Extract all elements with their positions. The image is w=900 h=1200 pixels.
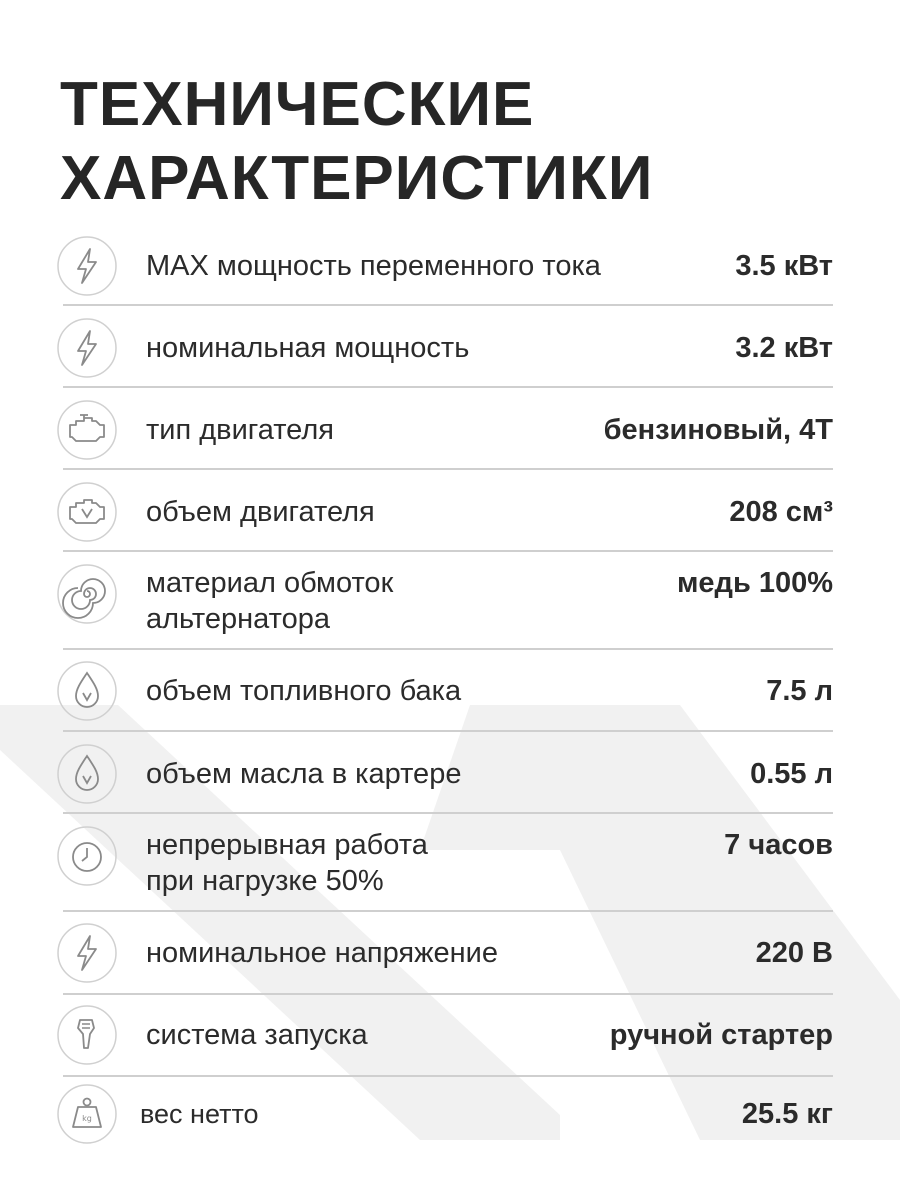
divider bbox=[63, 550, 833, 552]
lightning-icon bbox=[56, 922, 118, 984]
divider bbox=[63, 468, 833, 470]
title-line-1: ТЕХНИЧЕСКИЕ bbox=[60, 70, 535, 139]
spec-value: медь 100% bbox=[676, 567, 833, 599]
spec-value: 208 см³ bbox=[729, 496, 833, 528]
engine-volume-icon bbox=[56, 481, 118, 543]
spec-label: система запуска bbox=[146, 1019, 368, 1051]
divider bbox=[63, 910, 833, 912]
title-line-2: ХАРАКТЕРИСТИКИ bbox=[60, 144, 654, 213]
divider bbox=[63, 993, 833, 995]
lightning-icon bbox=[56, 235, 118, 297]
svg-text:kg: kg bbox=[82, 1114, 92, 1123]
spec-label-line-2: альтернатора bbox=[146, 603, 330, 635]
spec-label: MAX мощность переменного тока bbox=[146, 250, 601, 282]
fuel-drop-icon bbox=[56, 660, 118, 722]
spec-value: бензиновый, 4T bbox=[603, 414, 833, 446]
divider bbox=[63, 648, 833, 650]
divider bbox=[63, 386, 833, 388]
oil-drop-icon bbox=[56, 743, 118, 805]
spec-value: 25.5 кг bbox=[741, 1098, 833, 1130]
spec-label: объем топливного бака bbox=[146, 675, 462, 707]
spec-value: 220 В bbox=[755, 937, 833, 969]
spec-label: объем масла в картере bbox=[146, 758, 462, 790]
spec-label: вес нетто bbox=[140, 1099, 259, 1129]
spec-label: номинальная мощность bbox=[146, 332, 470, 364]
coil-icon bbox=[56, 563, 118, 625]
spec-label-line-1: материал обмоток bbox=[146, 567, 394, 599]
spec-value: 7 часов bbox=[724, 829, 833, 861]
divider bbox=[63, 304, 833, 306]
spec-value: 3.5 кВт bbox=[735, 250, 833, 282]
engine-icon bbox=[56, 399, 118, 461]
divider bbox=[63, 1075, 833, 1077]
spec-label: номинальное напряжение bbox=[146, 937, 499, 969]
divider bbox=[63, 812, 833, 814]
weight-icon bbox=[56, 1083, 118, 1145]
lightning-icon bbox=[56, 317, 118, 379]
divider bbox=[63, 730, 833, 732]
clock-icon bbox=[56, 825, 118, 887]
hand-start-icon bbox=[56, 1004, 118, 1066]
spec-value: ручной стартер bbox=[609, 1019, 833, 1051]
spec-label-line-1: непрерывная работа bbox=[146, 829, 428, 861]
spec-label: объем двигателя bbox=[146, 496, 375, 528]
spec-label: тип двигателя bbox=[146, 414, 334, 446]
spec-label-line-2: при нагрузке 50% bbox=[146, 865, 384, 897]
spec-value: 0.55 л bbox=[750, 758, 833, 790]
spec-value: 3.2 кВт bbox=[735, 332, 833, 364]
spec-value: 7.5 л bbox=[766, 675, 833, 707]
